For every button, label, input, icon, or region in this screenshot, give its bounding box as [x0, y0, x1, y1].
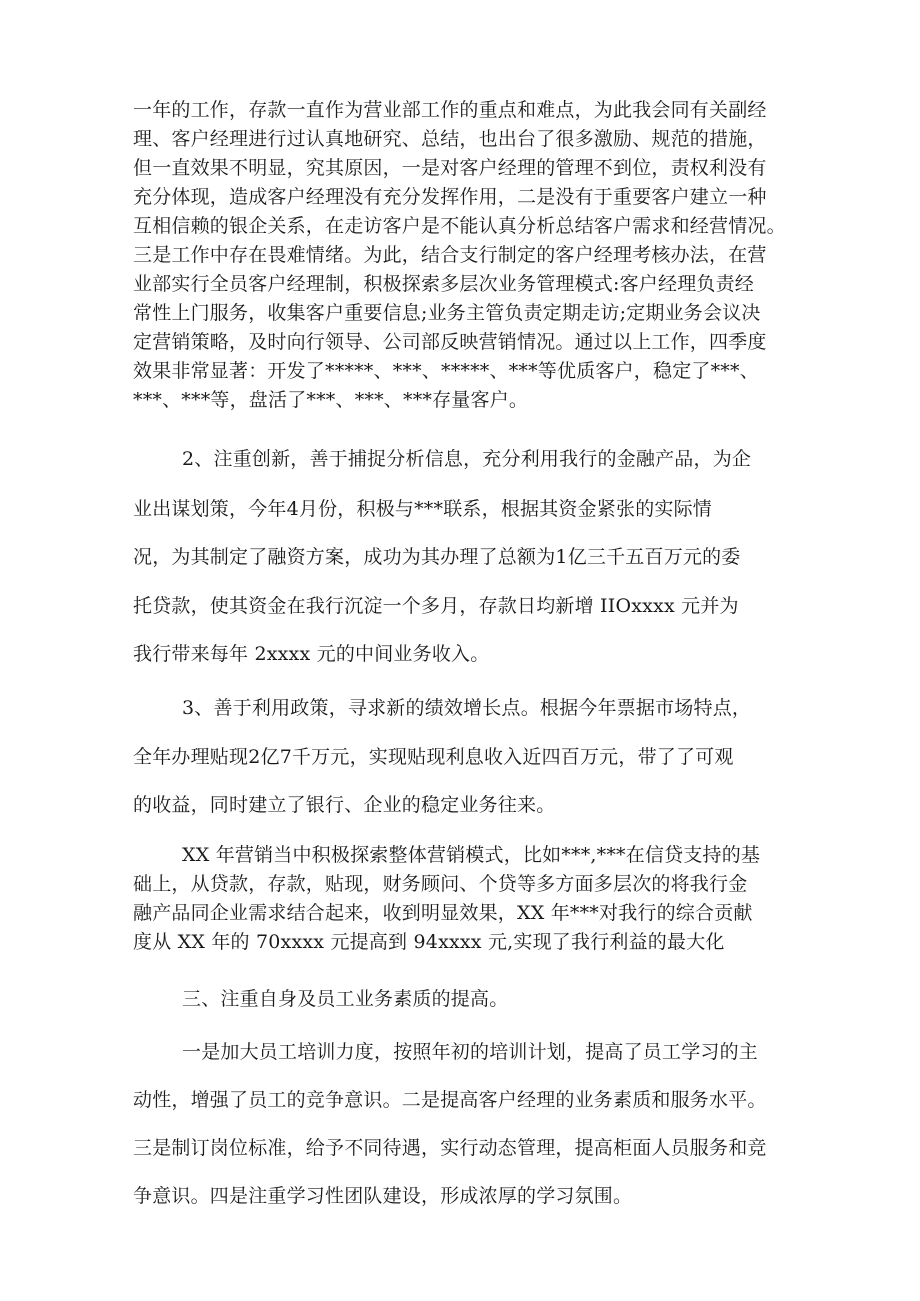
paragraph-1-line-7: 业部实行全员客户经理制，积极探索多层次业务管理模式:客户经理负责经: [133, 273, 755, 295]
paragraph-2-line-5: 我行带来每年 2xxxx 元的中间业务收入。: [133, 643, 490, 665]
paragraph-5-line-2: 动性，增强了员工的竞争意识。二是提高客户经理的业务素质和服务水平。: [133, 1089, 767, 1111]
paragraph-2-line-2: 业出谋划策，今年4月份，积极与***联系，根据其资金紧张的实际情: [133, 498, 712, 520]
paragraph-4-line-3: 融产品同企业需求结合起来，收到明显效果，XX 年***对我行的综合贡献: [133, 902, 753, 924]
section-heading: 三、注重自身及员工业务素质的提高。: [182, 988, 509, 1010]
paragraph-1-line-2: 理、客户经理进行过认真地研究、总结，也出台了很多激励、规范的措施，: [133, 128, 767, 150]
paragraph-2-line-4: 托贷款，使其资金在我行沉淀一个多月，存款日均新增 IIOxxxx 元并为: [133, 595, 739, 617]
paragraph-1-line-8: 常性上门服务，收集客户重要信息;业务主管负责定期走访;定期业务会议决: [133, 302, 761, 324]
paragraph-2-line-3: 况，为其制定了融资方案，成功为其办理了总额为1亿三千五百万元的委: [133, 546, 741, 568]
paragraph-1-line-1: 一年的工作，存款一直作为营业部工作的重点和难点，为此我会同有关副经: [133, 99, 767, 121]
paragraph-1-line-3: 但一直效果不明显，究其原因，一是对客户经理的管理不到位，责权利没有: [133, 157, 767, 179]
paragraph-3-line-3: 的收益，同时建立了银行、企业的稳定业务往来。: [133, 794, 556, 816]
paragraph-5-line-1: 一是加大员工培训力度，按照年初的培训计划，提高了员工学习的主: [182, 1041, 759, 1063]
paragraph-5-line-3: 三是制订岗位标准，给予不同待遇，实行动态管理，提高柜面人员服务和竞: [133, 1137, 767, 1159]
paragraph-1-line-9: 定营销策略，及时向行领导、公司部反映营销情况。通过以上工作，四季度: [133, 331, 767, 353]
paragraph-1-line-6: 三是工作中存在畏难情绪。为此，结合支行制定的客户经理考核办法，在营: [133, 244, 767, 266]
paragraph-1-line-5: 互相信赖的银企关系，在走访客户是不能认真分析总结客户需求和经营情况。: [133, 215, 786, 237]
paragraph-3-line-1: 3、善于利用政策，寻求新的绩效增长点。根据今年票据市场特点，: [182, 697, 752, 719]
paragraph-1-line-10: 效果非常显著：开发了*****、***、*****、***等优质客户，稳定了***、: [133, 360, 759, 382]
paragraph-1-line-11: ***、***等，盘活了***、***、***存量客户。: [133, 389, 529, 411]
paragraph-4-line-1: XX 年营销当中积极探索整体营销模式，比如***,***在信贷支持的基: [182, 844, 761, 866]
paragraph-1-line-4: 充分体现，造成客户经理没有充分发挥作用，二是没有于重要客户建立一种: [133, 186, 767, 208]
paragraph-4-line-4: 度从 XX 年的 70xxxx 元提高到 94xxxx 元,实现了我行利益的最大化: [133, 931, 725, 953]
paragraph-4-line-2: 础上，从贷款，存款，贴现，财务顾问、个贷等多方面多层次的将我行金: [133, 873, 748, 895]
paragraph-3-line-2: 全年办理贴现2亿7千万元，实现贴现利息收入近四百万元，带了了可观: [133, 746, 734, 768]
paragraph-2-line-1: 2、注重创新，善于捕捉分析信息，充分利用我行的金融产品，为企: [182, 448, 752, 470]
paragraph-5-line-4: 争意识。四是注重学习性团队建设，形成浓厚的学习氛围。: [133, 1185, 633, 1207]
